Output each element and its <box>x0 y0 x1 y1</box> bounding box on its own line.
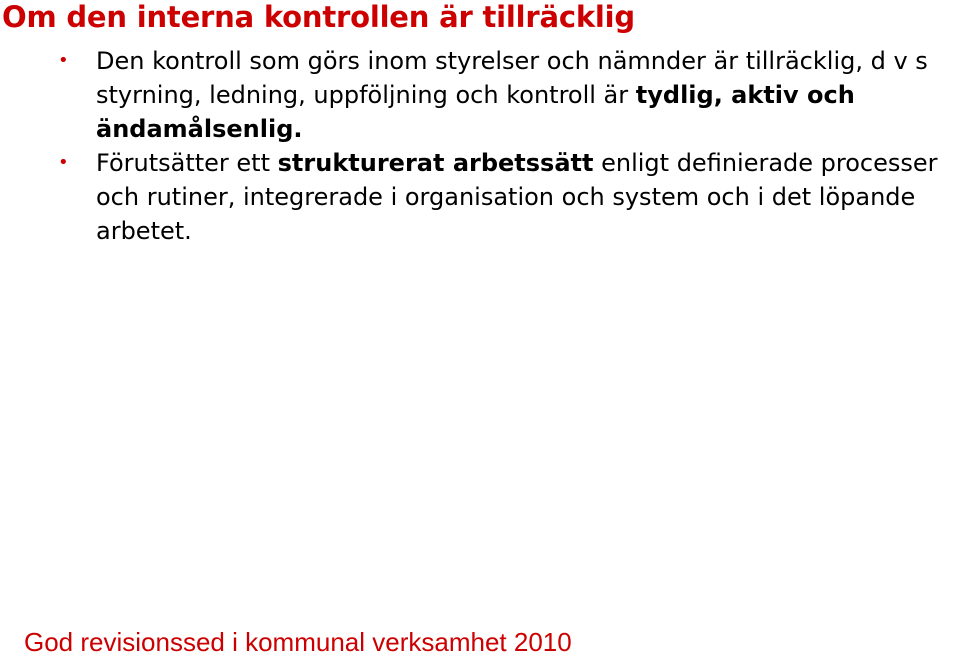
bullet-text: enligt definierade processer och rutiner, integrerade i organisation och system och i det löpande arbetet. <box>96 149 938 245</box>
slide-footer: God revisionssed i kommunal verksamhet 2010 <box>24 627 572 657</box>
bullet-item-internal-control <box>0 44 956 146</box>
bullet-text: Förutsätter ett <box>96 149 278 177</box>
bullet-text-bold: strukturerat arbetssätt <box>277 149 594 177</box>
bullet-item-structured-work <box>0 146 956 248</box>
bullet-marker: • <box>58 152 69 173</box>
bullet-list <box>0 44 956 248</box>
bullet-marker: • <box>58 50 69 71</box>
bullet-text: Den kontroll som görs inom styrelser och nämnder är tillräcklig, d v s styrning, ledning, uppföljning och kontroll är <box>96 47 928 109</box>
slide-title: Om den interna kontrollen är tillräcklig <box>2 0 635 34</box>
bullet-text-bold: tydlig, aktiv och ändamålsenlig. <box>96 81 855 143</box>
